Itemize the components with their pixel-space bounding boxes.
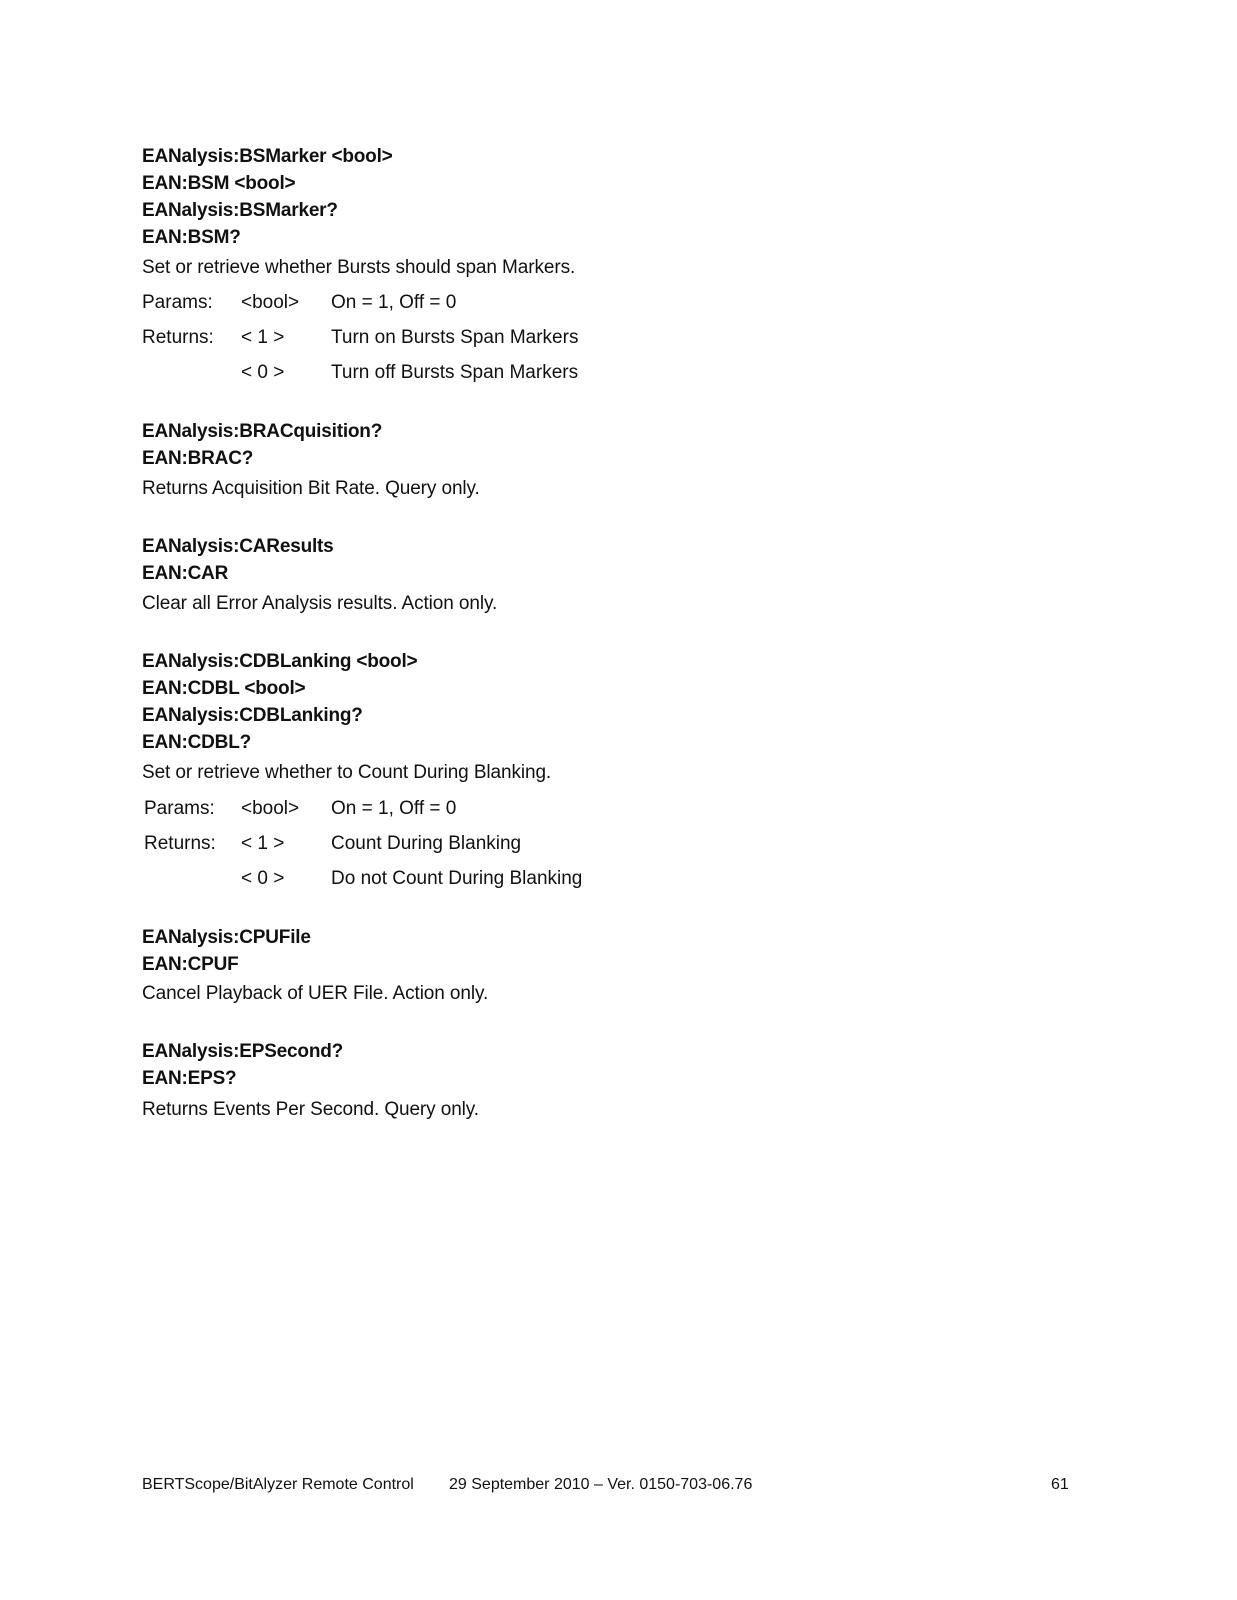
footer-version-date: 29 September 2010 – Ver. 0150-703-06.76 bbox=[449, 1476, 753, 1493]
command-heading: EANalysis:CDBLanking <bool> bbox=[142, 651, 418, 672]
command-heading: EAN:EPS? bbox=[142, 1068, 237, 1089]
command-heading: EANalysis:BSMarker <bool> bbox=[142, 146, 393, 167]
command-heading: EANalysis:CDBLanking? bbox=[142, 705, 363, 726]
command-heading: EANalysis:BSMarker? bbox=[142, 200, 338, 221]
params-label: Params: bbox=[144, 798, 215, 819]
command-heading: EAN:CAR bbox=[142, 563, 229, 584]
returns-label: Returns: bbox=[144, 833, 216, 854]
command-description: Returns Acquisition Bit Rate. Query only. bbox=[142, 478, 480, 499]
command-heading: EAN:BRAC? bbox=[142, 448, 254, 469]
returns-text: Count During Blanking bbox=[331, 833, 522, 854]
command-description: Clear all Error Analysis results. Action only. bbox=[142, 593, 498, 614]
command-description: Set or retrieve whether to Count During Blanking. bbox=[142, 762, 552, 783]
command-heading: EANalysis:BRACquisition? bbox=[142, 421, 383, 442]
command-heading: EANalysis:CAResults bbox=[142, 536, 334, 557]
params-label: Params: bbox=[142, 292, 213, 313]
command-heading: EAN:CDBL <bool> bbox=[142, 678, 306, 699]
command-heading: EAN:BSM <bool> bbox=[142, 173, 296, 194]
command-description: Returns Events Per Second. Query only. bbox=[142, 1099, 479, 1120]
returns-arg: < 1 > bbox=[241, 327, 285, 348]
command-heading: EANalysis:EPSecond? bbox=[142, 1041, 344, 1062]
command-heading: EAN:BSM? bbox=[142, 227, 241, 248]
returns-arg: < 0 > bbox=[241, 868, 285, 889]
command-heading: EANalysis:CPUFile bbox=[142, 927, 311, 948]
command-heading: EAN:CDBL? bbox=[142, 732, 252, 753]
params-arg: <bool> bbox=[241, 798, 300, 819]
command-heading: EAN:CPUF bbox=[142, 954, 239, 975]
command-description: Cancel Playback of UER File. Action only. bbox=[142, 983, 489, 1004]
returns-arg: < 0 > bbox=[241, 362, 285, 383]
returns-arg: < 1 > bbox=[241, 833, 285, 854]
params-text: On = 1, Off = 0 bbox=[331, 798, 457, 819]
params-arg: <bool> bbox=[241, 292, 300, 313]
params-text: On = 1, Off = 0 bbox=[331, 292, 457, 313]
footer-page-number: 61 bbox=[1051, 1476, 1069, 1493]
command-description: Set or retrieve whether Bursts should span Markers. bbox=[142, 257, 576, 278]
footer-document-title: BERTScope/BitAlyzer Remote Control bbox=[142, 1476, 414, 1493]
returns-label: Returns: bbox=[142, 327, 214, 348]
returns-text: Turn on Bursts Span Markers bbox=[331, 327, 579, 348]
returns-text: Turn off Bursts Span Markers bbox=[331, 362, 579, 383]
returns-text: Do not Count During Blanking bbox=[331, 868, 583, 889]
